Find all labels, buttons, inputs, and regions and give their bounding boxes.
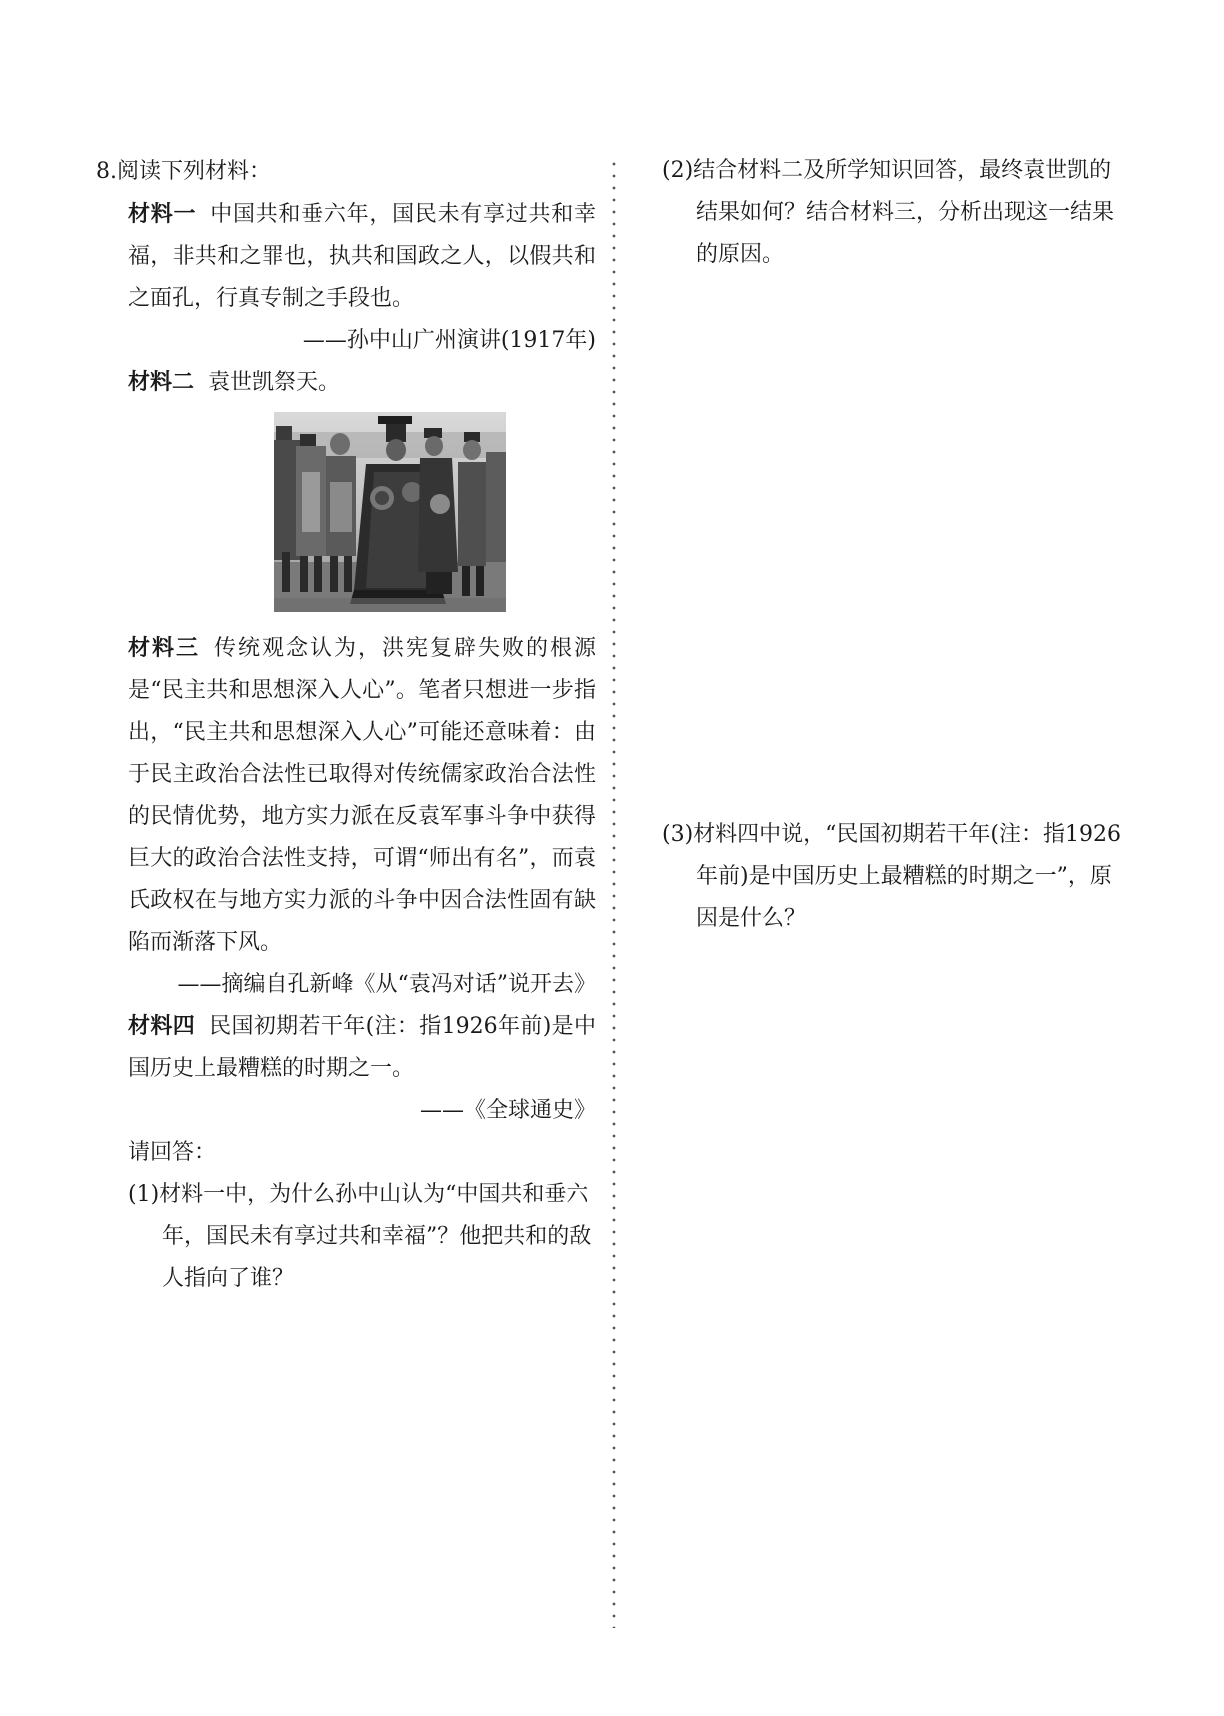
material-1-label: 材料一 xyxy=(128,202,197,227)
material-2-text: 袁世凯祭天。 xyxy=(208,370,341,395)
answer-space-2 xyxy=(662,276,1132,814)
left-column xyxy=(96,150,596,1300)
material-4-source: ——《全球通史》 xyxy=(419,1098,596,1123)
material-1 xyxy=(128,194,596,320)
material-2 xyxy=(128,362,596,404)
answer-prompt: 请回答： xyxy=(128,1140,217,1165)
material-2-photo-wrap xyxy=(128,412,596,616)
material-3-text: 传统观念认为，洪宪复辟失败的根源是“民主共和思想深入人心”。笔者只想进一步指出，“民主共和思想深入人心”可能还意味着：由于民主政治合法性已取得对传统儒家政治合法性的民情优势，地方实力派在反袁军事斗争中获得巨大的政治合法性支持，可谓“师出有名”，而袁氏政权在与地方实力派的斗争中因合法性固有缺陷而渐落下风。 xyxy=(128,636,596,955)
material-3 xyxy=(128,628,596,964)
material-3-source: ——摘编自孔新峰《从“袁冯对话”说开去》 xyxy=(177,972,596,997)
material-1-text: 中国共和垂六年，国民未有享过共和幸福，非共和之罪也，执共和国政之人，以假共和之面孔，行真专制之手段也。 xyxy=(128,202,596,311)
material-4-text: 民国初期若干年(注：指1926年前)是中国历史上最糟糕的时期之一。 xyxy=(128,1014,596,1081)
right-column xyxy=(662,150,1132,940)
sub-question-2: (2)结合材料二及所学知识回答，最终袁世凯的结果如何？结合材料三，分析出现这一结果的原因。 xyxy=(662,158,1115,267)
material-2-label: 材料二 xyxy=(128,370,195,395)
material-1-source: ——孙中山广州演讲(1917年) xyxy=(302,328,596,353)
material-3-label: 材料三 xyxy=(128,636,200,661)
question-number: 8.阅读下列材料： xyxy=(96,159,271,184)
historical-photo-icon xyxy=(274,412,506,612)
material-4 xyxy=(128,1006,596,1090)
sub-question-3: (3)材料四中说，“民国初期若干年(注：指1926年前)是中国历史上最糟糕的时期之一”，原因是什么？ xyxy=(662,822,1121,931)
column-divider xyxy=(612,158,616,1628)
materials xyxy=(96,194,596,1300)
sub-question-1: (1)材料一中，为什么孙中山认为“中国共和垂六年，国民未有享过共和幸福”？他把共和的敌人指向了谁？ xyxy=(128,1182,592,1291)
material-4-label: 材料四 xyxy=(128,1014,196,1039)
